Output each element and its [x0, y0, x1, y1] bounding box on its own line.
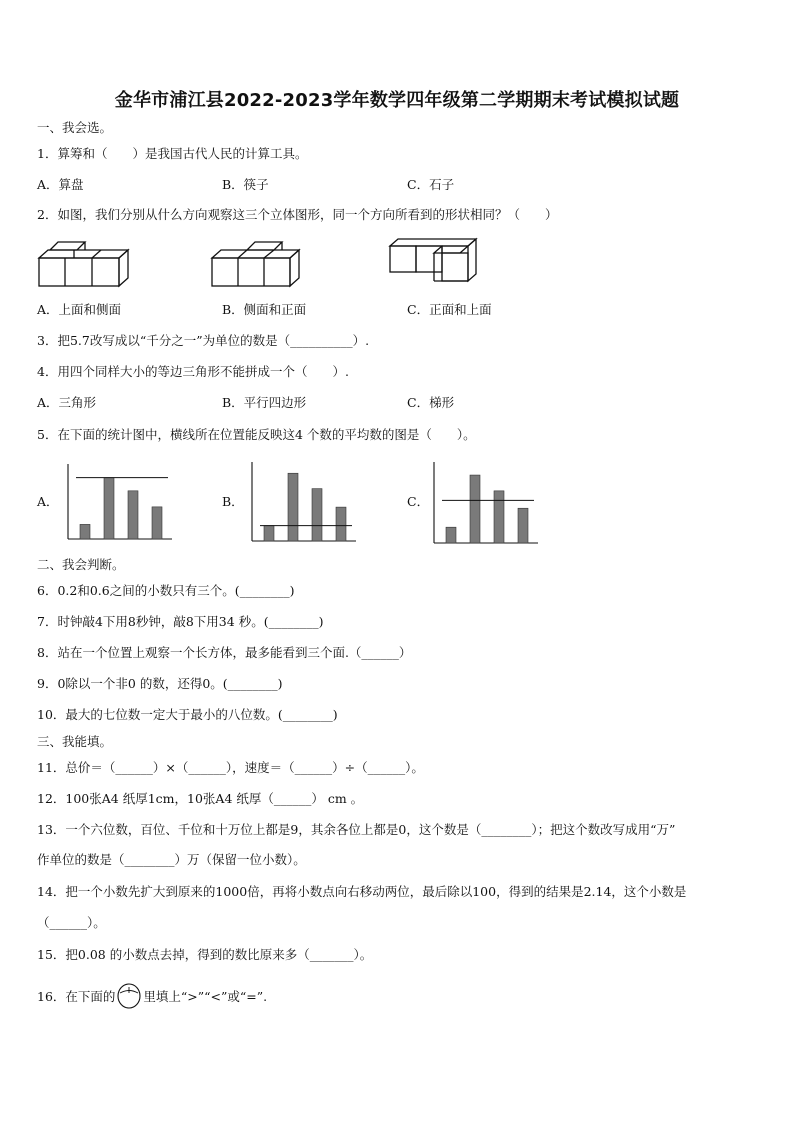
question-2: 2．如图，我们分别从什么方向观察这三个立体图形，同一个方向所看到的形状相同？（ ）: [37, 207, 558, 222]
question-4-option-b: B．平行四边形: [222, 395, 307, 410]
question-2-option-a: A．上面和侧面: [37, 302, 122, 317]
question-16: [37, 983, 267, 1009]
question-14-line-1: 14．把一个小数先扩大到原来的1000倍，再将小数点向右移动两位，最后除以100，得到的结果是2.14，这个小数是: [37, 884, 687, 899]
question-4-option-c: C．梯形: [407, 395, 455, 410]
chart-b-bar: [288, 473, 298, 541]
question-11: 11．总价＝（______）×（______），速度＝（______）÷（______）。: [37, 760, 424, 775]
bar-chart-a: [64, 462, 182, 542]
question-16-prefix: 16．在下面的: [37, 989, 116, 1004]
question-7: 7．时钟敲4下用8秒钟，敲8下用34 秒。(________): [37, 614, 324, 629]
question-2-option-c: C．正面和上面: [407, 302, 492, 317]
question-1-option-b: B．筷子: [222, 177, 269, 192]
cube-figure-b: [209, 238, 309, 290]
question-4-option-a: A．三角形: [37, 395, 97, 410]
chart-b-bar: [264, 526, 274, 541]
bar-chart-c: [430, 460, 548, 546]
question-3: 3．把5.7改写成以“千分之一”为单位的数是（__________）.: [37, 333, 370, 348]
page-title: 金华市浦江县2022-2023学年数学四年级第二学期期末考试模拟试题: [114, 90, 680, 111]
question-12: 12．100张A4 纸厚1cm，10张A4 纸厚（______） cm 。: [37, 791, 364, 806]
chart-a-bar: [104, 478, 114, 539]
chart-a-label: A．: [37, 494, 59, 509]
question-15: 15．把0.08 的小数点去掉，得到的数比原来多（_______）。: [37, 947, 373, 962]
chart-a-bar: [128, 491, 138, 539]
question-9: 9．0除以一个非0 的数，还得0。(________): [37, 676, 283, 691]
question-13-line-1: 13．一个六位数，百位、千位和十万位上都是9，其余各位上都是0，这个数是（________）；把这个数改写成用“万”: [37, 822, 676, 837]
chart-c-bar: [518, 508, 528, 543]
circle-blank-icon: [116, 983, 142, 1009]
question-14-line-2: （______）。: [37, 915, 106, 930]
question-4: 4．用四个同样大小的等边三角形不能拼成一个（ ）.: [37, 364, 349, 379]
section-heading-fill: 三、我能填。: [37, 734, 113, 749]
chart-c-label: C．: [407, 494, 430, 509]
chart-a-bar: [80, 524, 90, 539]
chart-b-bar: [336, 507, 346, 541]
chart-a-bar: [152, 507, 162, 539]
chart-b-label: B．: [222, 494, 244, 509]
section-heading-judge: 二、我会判断。: [37, 557, 125, 572]
question-1: 1．算筹和（ ）是我国古代人民的计算工具。: [37, 146, 308, 161]
question-16-suffix: 里填上“>”“<”或“=”.: [143, 989, 268, 1004]
chart-c-bar: [446, 527, 456, 543]
section-heading-choose: 一、我会选。: [37, 120, 113, 135]
bar-chart-b: [248, 460, 366, 544]
question-5: 5．在下面的统计图中，横线所在位置能反映这4 个数的平均数的图是（ ）。: [37, 427, 476, 442]
question-10: 10．最大的七位数一定大于最小的八位数。(________): [37, 707, 338, 722]
question-13-line-2: 作单位的数是（________）万（保留一位小数）。: [37, 852, 306, 867]
chart-c-bar: [494, 491, 504, 543]
question-1-option-c: C．石子: [407, 177, 455, 192]
chart-c-bar: [470, 475, 480, 543]
question-8: 8．站在一个位置上观察一个长方体，最多能看到三个面.（______）: [37, 645, 412, 660]
question-6: 6．0.2和0.6之间的小数只有三个。(________): [37, 583, 295, 598]
cube-figure-a: [36, 238, 136, 290]
question-2-option-b: B．侧面和正面: [222, 302, 307, 317]
question-1-option-a: A．算盘: [37, 177, 84, 192]
cube-figure-c: [386, 236, 486, 288]
chart-b-bar: [312, 489, 322, 541]
